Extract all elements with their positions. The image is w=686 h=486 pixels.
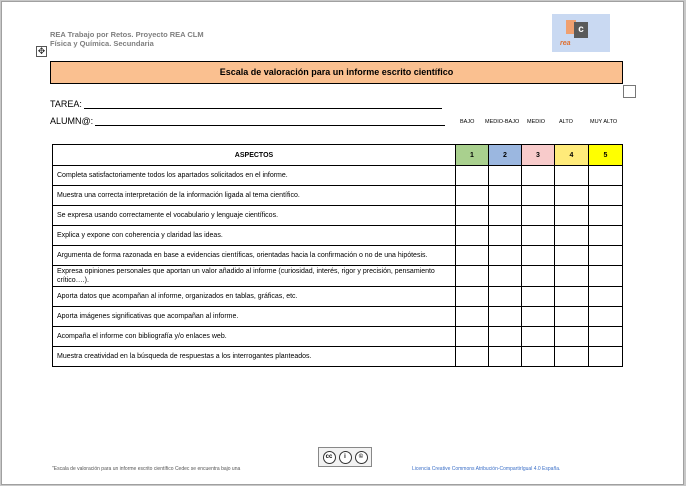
rating-cell-5[interactable] <box>589 307 623 327</box>
rea-logo <box>552 14 610 52</box>
assessment-table <box>52 144 623 367</box>
rating-cell-5[interactable] <box>589 327 623 347</box>
rating-cell-3[interactable] <box>522 166 555 186</box>
rating-cell-2[interactable] <box>489 327 522 347</box>
table-row <box>53 206 623 226</box>
rating-cell-4[interactable] <box>555 246 589 266</box>
table-row <box>53 186 623 206</box>
creative-commons-badge <box>318 447 372 467</box>
level-label-muy-alto: MUY ALTO <box>590 119 618 125</box>
document-page <box>1 1 684 485</box>
table-move-handle-icon[interactable]: ✥ <box>37 46 46 56</box>
rating-cell-3[interactable] <box>522 307 555 327</box>
tarea-label: TAREA: <box>50 99 82 109</box>
rating-cell-4[interactable] <box>555 226 589 246</box>
table-row <box>53 246 623 266</box>
rating-cell-5[interactable] <box>589 246 623 266</box>
level-label-medio-bajo: MEDIO-BAJO <box>485 119 520 125</box>
column-4-header: 4 <box>555 145 589 166</box>
rating-cell-4[interactable] <box>555 166 589 186</box>
sa-icon: © <box>355 451 368 464</box>
empty-checkbox[interactable] <box>623 85 636 98</box>
aspect-text: Expresa opiniones personales que aportan un valor añadido al informe (curiosidad, interés, rigor y precisión, pensamiento crítico….). <box>53 266 456 287</box>
rating-cell-2[interactable] <box>489 226 522 246</box>
rating-cell-4[interactable] <box>555 186 589 206</box>
rating-cell-1[interactable] <box>456 327 489 347</box>
table-row <box>53 266 623 287</box>
aspect-text: Acompaña el informe con bibliografía y/o enlaces web. <box>53 327 456 347</box>
table-row <box>53 287 623 307</box>
rating-cell-5[interactable] <box>589 347 623 367</box>
tarea-field[interactable] <box>50 99 442 109</box>
aspect-text: Muestra una correcta interpretación de la información ligada al tema científico. <box>53 186 456 206</box>
rating-cell-2[interactable] <box>489 246 522 266</box>
table-row <box>53 226 623 246</box>
rating-cell-3[interactable] <box>522 287 555 307</box>
rating-cell-1[interactable] <box>456 186 489 206</box>
rating-cell-2[interactable] <box>489 287 522 307</box>
rating-cell-2[interactable] <box>489 307 522 327</box>
rating-cell-4[interactable] <box>555 266 589 287</box>
rating-cell-1[interactable] <box>456 166 489 186</box>
table-row <box>53 327 623 347</box>
tarea-line[interactable] <box>84 101 442 109</box>
column-5-header: 5 <box>589 145 623 166</box>
header-line-1: REA Trabajo por Retos. Proyecto REA CLM <box>50 30 204 39</box>
by-icon: i <box>339 451 352 464</box>
rating-cell-4[interactable] <box>555 287 589 307</box>
table-row <box>53 166 623 186</box>
cc-icon: cc <box>323 451 336 464</box>
table-row <box>53 307 623 327</box>
rating-cell-2[interactable] <box>489 186 522 206</box>
rating-cell-3[interactable] <box>522 206 555 226</box>
rating-cell-2[interactable] <box>489 166 522 186</box>
license-note: "Escala de valoración para un informe escrito científico Cedec se encuentra bajo una <box>52 466 241 472</box>
logo-shape-dark: c <box>574 22 588 38</box>
rating-cell-1[interactable] <box>456 307 489 327</box>
aspect-text: Aporta datos que acompañan al informe, organizados en tablas, gráficas, etc. <box>53 287 456 307</box>
rating-cell-4[interactable] <box>555 327 589 347</box>
rating-cell-3[interactable] <box>522 246 555 266</box>
level-label-bajo: BAJO <box>460 119 475 125</box>
header-line-2: Física y Química. Secundaria <box>50 39 154 48</box>
rating-cell-5[interactable] <box>589 166 623 186</box>
column-2-header: 2 <box>489 145 522 166</box>
column-3-header: 3 <box>522 145 555 166</box>
rating-cell-5[interactable] <box>589 266 623 287</box>
aspect-text: Se expresa usando correctamente el vocabulario y lenguaje científicos. <box>53 206 456 226</box>
rating-cell-5[interactable] <box>589 287 623 307</box>
table-header-row <box>53 145 623 166</box>
rating-cell-3[interactable] <box>522 327 555 347</box>
license-link[interactable]: Licencia Creative Commons Atribución-CompartirIgual 4.0 España. <box>412 466 561 472</box>
document-header <box>50 30 204 48</box>
rating-cell-1[interactable] <box>456 226 489 246</box>
rating-cell-1[interactable] <box>456 266 489 287</box>
rating-cell-3[interactable] <box>522 186 555 206</box>
rating-cell-1[interactable] <box>456 246 489 266</box>
rating-cell-1[interactable] <box>456 347 489 367</box>
level-label-medio: MEDIO <box>527 119 546 125</box>
alumno-label: ALUMN@: <box>50 116 94 126</box>
rating-cell-4[interactable] <box>555 206 589 226</box>
page-title: Escala de valoración para un informe escrito científico <box>50 61 623 84</box>
aspect-text: Muestra creatividad en la búsqueda de respuestas a los interrogantes planteados. <box>53 347 456 367</box>
rating-cell-1[interactable] <box>456 287 489 307</box>
rating-cell-5[interactable] <box>589 186 623 206</box>
aspect-text: Argumenta de forma razonada en base a evidencias científicas, orientadas hacia la confirmación o no de una hipótesis. <box>53 246 456 266</box>
alumno-line[interactable] <box>95 118 445 126</box>
rating-cell-5[interactable] <box>589 226 623 246</box>
rating-cell-3[interactable] <box>522 226 555 246</box>
level-label-alto: ALTO <box>559 119 573 125</box>
rating-cell-3[interactable] <box>522 266 555 287</box>
aspect-text: Completa satisfactoriamente todos los apartados solicitados en el informe. <box>53 166 456 186</box>
rating-cell-4[interactable] <box>555 347 589 367</box>
alumno-field[interactable] <box>50 116 445 126</box>
rating-cell-5[interactable] <box>589 206 623 226</box>
aspects-header: ASPECTOS <box>53 145 456 166</box>
rating-cell-3[interactable] <box>522 347 555 367</box>
rating-cell-4[interactable] <box>555 307 589 327</box>
aspect-text: Aporta imágenes significativas que acompañan al informe. <box>53 307 456 327</box>
rating-cell-2[interactable] <box>489 206 522 226</box>
rating-cell-2[interactable] <box>489 347 522 367</box>
table-row <box>53 347 623 367</box>
column-1-header: 1 <box>456 145 489 166</box>
logo-text: rea <box>560 40 571 47</box>
rating-cell-2[interactable] <box>489 266 522 287</box>
rating-cell-1[interactable] <box>456 206 489 226</box>
aspect-text: Explica y expone con coherencia y claridad las ideas. <box>53 226 456 246</box>
